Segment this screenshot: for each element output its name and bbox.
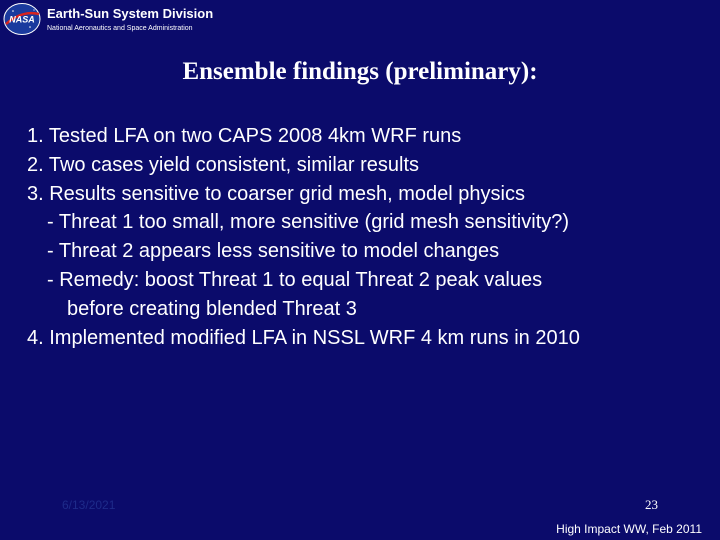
slide-date: 6/13/2021 [62,498,116,512]
list-item: 4. Implemented modified LFA in NSSL WRF 4 km runs in 2010 [27,326,580,349]
footer-event: High Impact WW, Feb 2011 [556,522,702,536]
slide-title: Ensemble findings (preliminary): [182,58,538,85]
nasa-logo [2,2,42,36]
list-item: 2. Two cases yield consistent, similar results [27,153,420,176]
page-number: 23 [645,497,658,512]
division-name: Earth-Sun System Division [47,6,214,21]
list-item: 3. Results sensitive to coarser grid mesh, model physics [27,182,525,205]
logo-text: NASA [9,14,35,25]
sub-list-item: - Threat 2 appears less sensitive to model changes [47,240,500,263]
sub-list-item: - Remedy: boost Threat 1 to equal Threat 2 peak values [47,268,543,291]
findings-list [27,122,717,352]
sub-list-item-continuation: before creating blended Threat 3 [67,297,357,320]
header [0,0,720,40]
sub-list-item: - Threat 1 too small, more sensitive (grid mesh sensitivity?) [47,211,570,234]
list-item: 1. Tested LFA on two CAPS 2008 4km WRF runs [27,125,462,147]
agency-name: National Aeronautics and Space Administration [47,25,193,32]
